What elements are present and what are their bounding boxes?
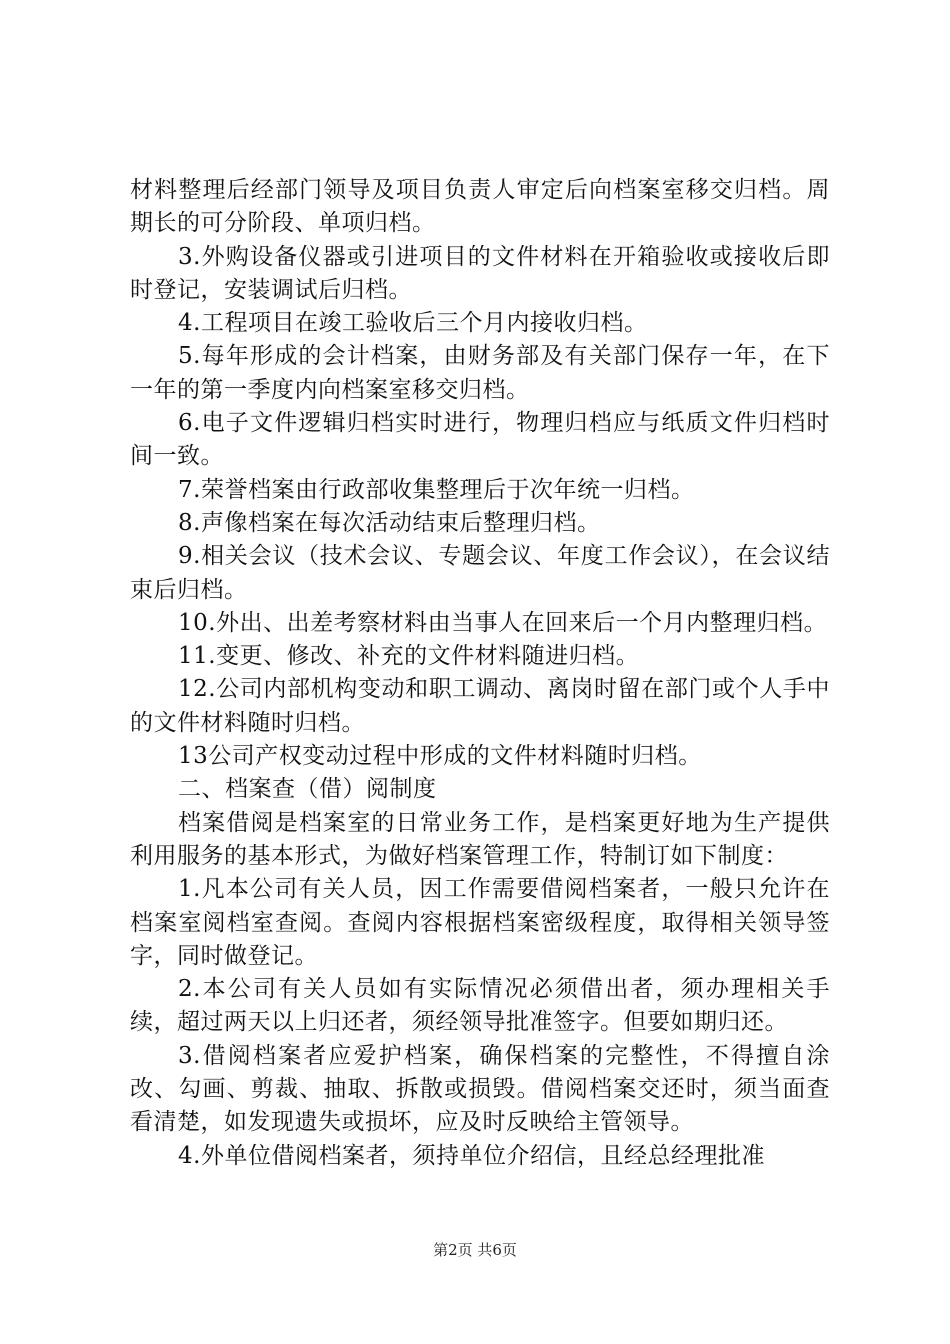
paragraph: 4.外单位借阅档案者，须持单位介绍信，且经总经理批准 [178,1142,765,1169]
paragraph: 二、档案查（借）阅制度 [178,776,437,803]
paragraph: 5.每年形成的会计档案，由财务部及有关部门保存一年，在下一年的第一季度内向档案室移交归档。 [130,343,830,403]
paragraph: 7.荣誉档案由行政部收集整理后于次年统一归档。 [178,476,695,503]
paragraph: 9.相关会议（技术会议、专题会议、年度工作会议），在会议结束后归档。 [130,543,830,603]
paragraph: 13公司产权变动过程中形成的文件材料随时归档。 [178,743,702,770]
paragraph: 12.公司内部机构变动和职工调动、离岗时留在部门或个人手中的文件材料随时归档。 [130,676,830,736]
paragraph: 8.声像档案在每次活动结束后整理归档。 [178,509,601,536]
paragraph: 2.本公司有关人员如有实际情况必须借出者，须办理相关手续，超过两天以上归还者，须经领导批准签字。但要如期归还。 [130,976,830,1036]
paragraph: 1.凡本公司有关人员，因工作需要借阅档案者，一般只允许在档案室阅档室查阅。查阅内容根据档案密级程度，取得相关领导签字，同时做登记。 [130,876,830,969]
paragraph: 11.变更、修改、补充的文件材料随进归档。 [178,643,640,670]
paragraph: 6.电子文件逻辑归档实时进行，物理归档应与纸质文件归档时间一致。 [130,410,830,470]
paragraph: 档案借阅是档案室的日常业务工作，是档案更好地为生产提供利用服务的基本形式，为做好档案管理工作，特制订如下制度： [130,809,830,869]
paragraph: 10.外出、出差考察材料由当事人在回来后一个月内整理归档。 [178,609,828,636]
paragraph: 材料整理后经部门领导及项目负责人审定后向档案室移交归档。周期长的可分阶段、单项归档。 [130,177,830,237]
document-body [130,174,830,1173]
page-footer: 第2页 共6页 [433,1241,517,1259]
paragraph: 4.工程项目在竣工验收后三个月内接收归档。 [178,310,648,337]
paragraph: 3.借阅档案者应爱护档案，确保档案的完整性，不得擅自涂改、勾画、剪裁、抽取、拆散或损毁。借阅档案交还时，须当面查看清楚，如发现遗失或损坏，应及时反映给主管领导。 [130,1042,830,1136]
paragraph: 3.外购设备仪器或引进项目的文件材料在开箱验收或接收后即时登记，安装调试后归档。 [130,243,830,303]
